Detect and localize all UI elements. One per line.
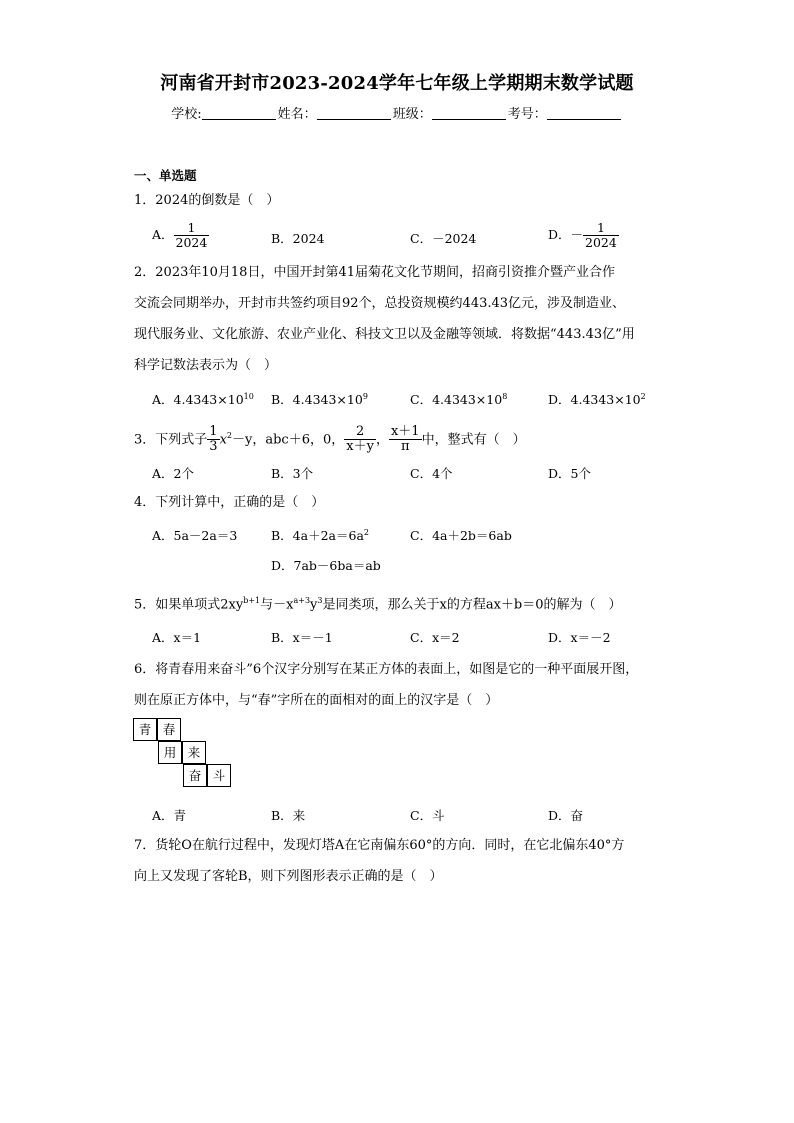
q5-exponent-2: a+3 xyxy=(293,596,311,605)
q3-fraction-2 xyxy=(344,425,376,454)
q1-option-d xyxy=(548,221,619,250)
q5-middle-1: 与－x xyxy=(260,597,294,613)
q5-prefix: 5．如果单项式2xy xyxy=(134,597,244,613)
q2-option-c-label: C．4.4343×10 xyxy=(410,392,503,407)
net-cell-chun: 春 xyxy=(157,718,181,741)
q6-option-d: D．奋 xyxy=(548,808,584,823)
student-info-line xyxy=(0,103,794,122)
q1-option-d-label: D．－ xyxy=(548,227,584,242)
q7-line-2: 向上又发现了客轮B，则下列图形表示正确的是（ ） xyxy=(134,869,443,884)
q2-option-a-label: A．4.4343×10 xyxy=(152,392,244,407)
question-6-stem xyxy=(134,654,674,716)
number-blank[interactable] xyxy=(547,107,621,120)
q2-option-c-exponent: 8 xyxy=(502,391,508,401)
net-cell-fen: 奋 xyxy=(183,764,207,787)
q5-option-a: A．x＝1 xyxy=(152,630,202,645)
q5-suffix: 是同类项，那么关于x的方程ax＋b＝0的解为（ ） xyxy=(322,597,622,613)
section-heading: 一、单选题 xyxy=(134,168,197,183)
q5-option-d: D．x＝－2 xyxy=(548,630,611,645)
q1-option-a xyxy=(152,221,209,250)
q6-option-b: B．来 xyxy=(271,808,306,823)
q4-option-b-label: B．4a＋2a＝6a xyxy=(271,528,364,543)
q3-comma: ， xyxy=(375,432,389,448)
q3-option-a: A．2个 xyxy=(152,466,194,481)
fraction-denominator: x＋y xyxy=(346,439,374,455)
q4-option-d: D．7ab－6ba＝ab xyxy=(271,558,381,573)
q1-option-a-label: A． xyxy=(152,227,174,242)
name-blank[interactable] xyxy=(317,107,391,120)
q4-option-b-exponent: 2 xyxy=(363,527,369,537)
fraction-numerator: 1 xyxy=(583,221,619,236)
name-label: 姓名： xyxy=(277,107,317,122)
class-label: 班级： xyxy=(392,107,432,122)
fraction-numerator: 2 xyxy=(344,425,376,440)
number-label: 考号： xyxy=(507,107,547,122)
q3-term-exponent: 2 xyxy=(226,431,232,440)
fraction-denominator: 2024 xyxy=(175,235,208,250)
question-1-stem: 1．2024的倒数是（ ） xyxy=(134,193,280,208)
q1-option-d-fraction xyxy=(583,221,619,250)
q7-line-1: 7．货轮O在航行过程中，发现灯塔A在它南偏东60°的方向．同时，在它北偏东40°方 xyxy=(134,838,625,853)
net-cell-lai: 来 xyxy=(182,741,206,764)
q2-option-b-label: B．4.4343×10 xyxy=(271,392,363,407)
fraction-denominator: 3 xyxy=(209,439,218,455)
q3-prefix: 3．下列式子 xyxy=(134,432,208,448)
school-label: 学校: xyxy=(171,107,202,122)
q6-option-a: A．青 xyxy=(152,808,187,823)
q6-option-c: C．斗 xyxy=(410,808,445,823)
fraction-denominator: 2024 xyxy=(585,235,617,250)
q2-option-a-exponent: 10 xyxy=(243,391,254,401)
q1-option-c: C．－2024 xyxy=(410,231,477,246)
q5-exponent-3: 3 xyxy=(317,596,323,605)
q1-option-a-fraction xyxy=(174,221,210,250)
q2-line-4: 科学记数法表示为（ ） xyxy=(134,358,278,373)
question-4-stem: 4．下列计算中，正确的是（ ） xyxy=(134,495,325,510)
q3-suffix: 中，整式有（ ） xyxy=(421,432,526,448)
fraction-numerator: x＋1 xyxy=(390,424,420,440)
q2-line-2: 交流会同期举办，开封市共签约项目92个，总投资规模约443.43亿元，涉及制造业、 xyxy=(134,296,626,311)
q4-option-a: A．5a－2a＝3 xyxy=(152,528,238,543)
q5-option-b: B．x＝－1 xyxy=(271,630,333,645)
q6-line-2: 则在原正方体中，与“春”字所在的面相对的面上的汉字是（ ） xyxy=(134,693,499,708)
q5-option-c: C．x＝2 xyxy=(410,630,460,645)
question-2-stem xyxy=(134,257,674,381)
q2-line-1: 2．2023年10月18日，中国开封第41届菊花文化节期间，招商引资推介暨产业合作 xyxy=(134,265,615,280)
page-title: 河南省开封市2023-2024学年七年级上学期期末数学试题 xyxy=(160,73,634,94)
q4-option-b xyxy=(271,526,369,544)
net-cell-dou: 斗 xyxy=(207,764,231,787)
q3-option-d: D．5个 xyxy=(548,466,591,481)
q2-option-d xyxy=(548,390,646,408)
q2-line-3: 现代服务业、文化旅游、农业产业化、科技文卫以及金融等领域．将数据“443.43亿”用 xyxy=(134,327,635,342)
q3-term-x: x xyxy=(219,432,227,448)
q3-option-b: B．3个 xyxy=(271,466,314,481)
q2-option-b-exponent: 9 xyxy=(362,391,368,401)
class-blank[interactable] xyxy=(432,107,506,120)
q4-option-c: C．4a＋2b＝6ab xyxy=(410,528,512,543)
q6-line-1: 6．将青春用来奋斗”6个汉字分别写在某正方体的表面上，如图是它的一种平面展开图， xyxy=(134,662,639,677)
q5-middle-2: y xyxy=(310,597,318,613)
q3-option-c: C．4个 xyxy=(410,466,453,481)
q2-option-c xyxy=(410,390,507,408)
q2-option-d-exponent: 2 xyxy=(640,391,646,401)
net-cell-yong: 用 xyxy=(158,741,182,764)
question-3-stem xyxy=(134,417,674,459)
school-blank[interactable] xyxy=(202,107,276,120)
question-5-stem xyxy=(134,585,674,620)
q2-option-d-label: D．4.4343×10 xyxy=(548,392,641,407)
q2-option-b xyxy=(271,390,368,408)
q1-option-b: B．2024 xyxy=(271,231,325,246)
q2-option-a xyxy=(152,390,254,408)
fraction-numerator: 1 xyxy=(209,424,218,440)
net-cell-qing: 青 xyxy=(133,718,157,741)
question-7-stem xyxy=(134,830,674,892)
fraction-numerator: 1 xyxy=(174,221,210,236)
fraction-denominator: π xyxy=(400,439,410,455)
q3-fraction-3 xyxy=(389,425,422,454)
q3-fraction-1 xyxy=(207,425,219,454)
q3-terms: －y，abc＋6，0， xyxy=(232,432,345,448)
q5-exponent-1: b+1 xyxy=(243,596,261,605)
